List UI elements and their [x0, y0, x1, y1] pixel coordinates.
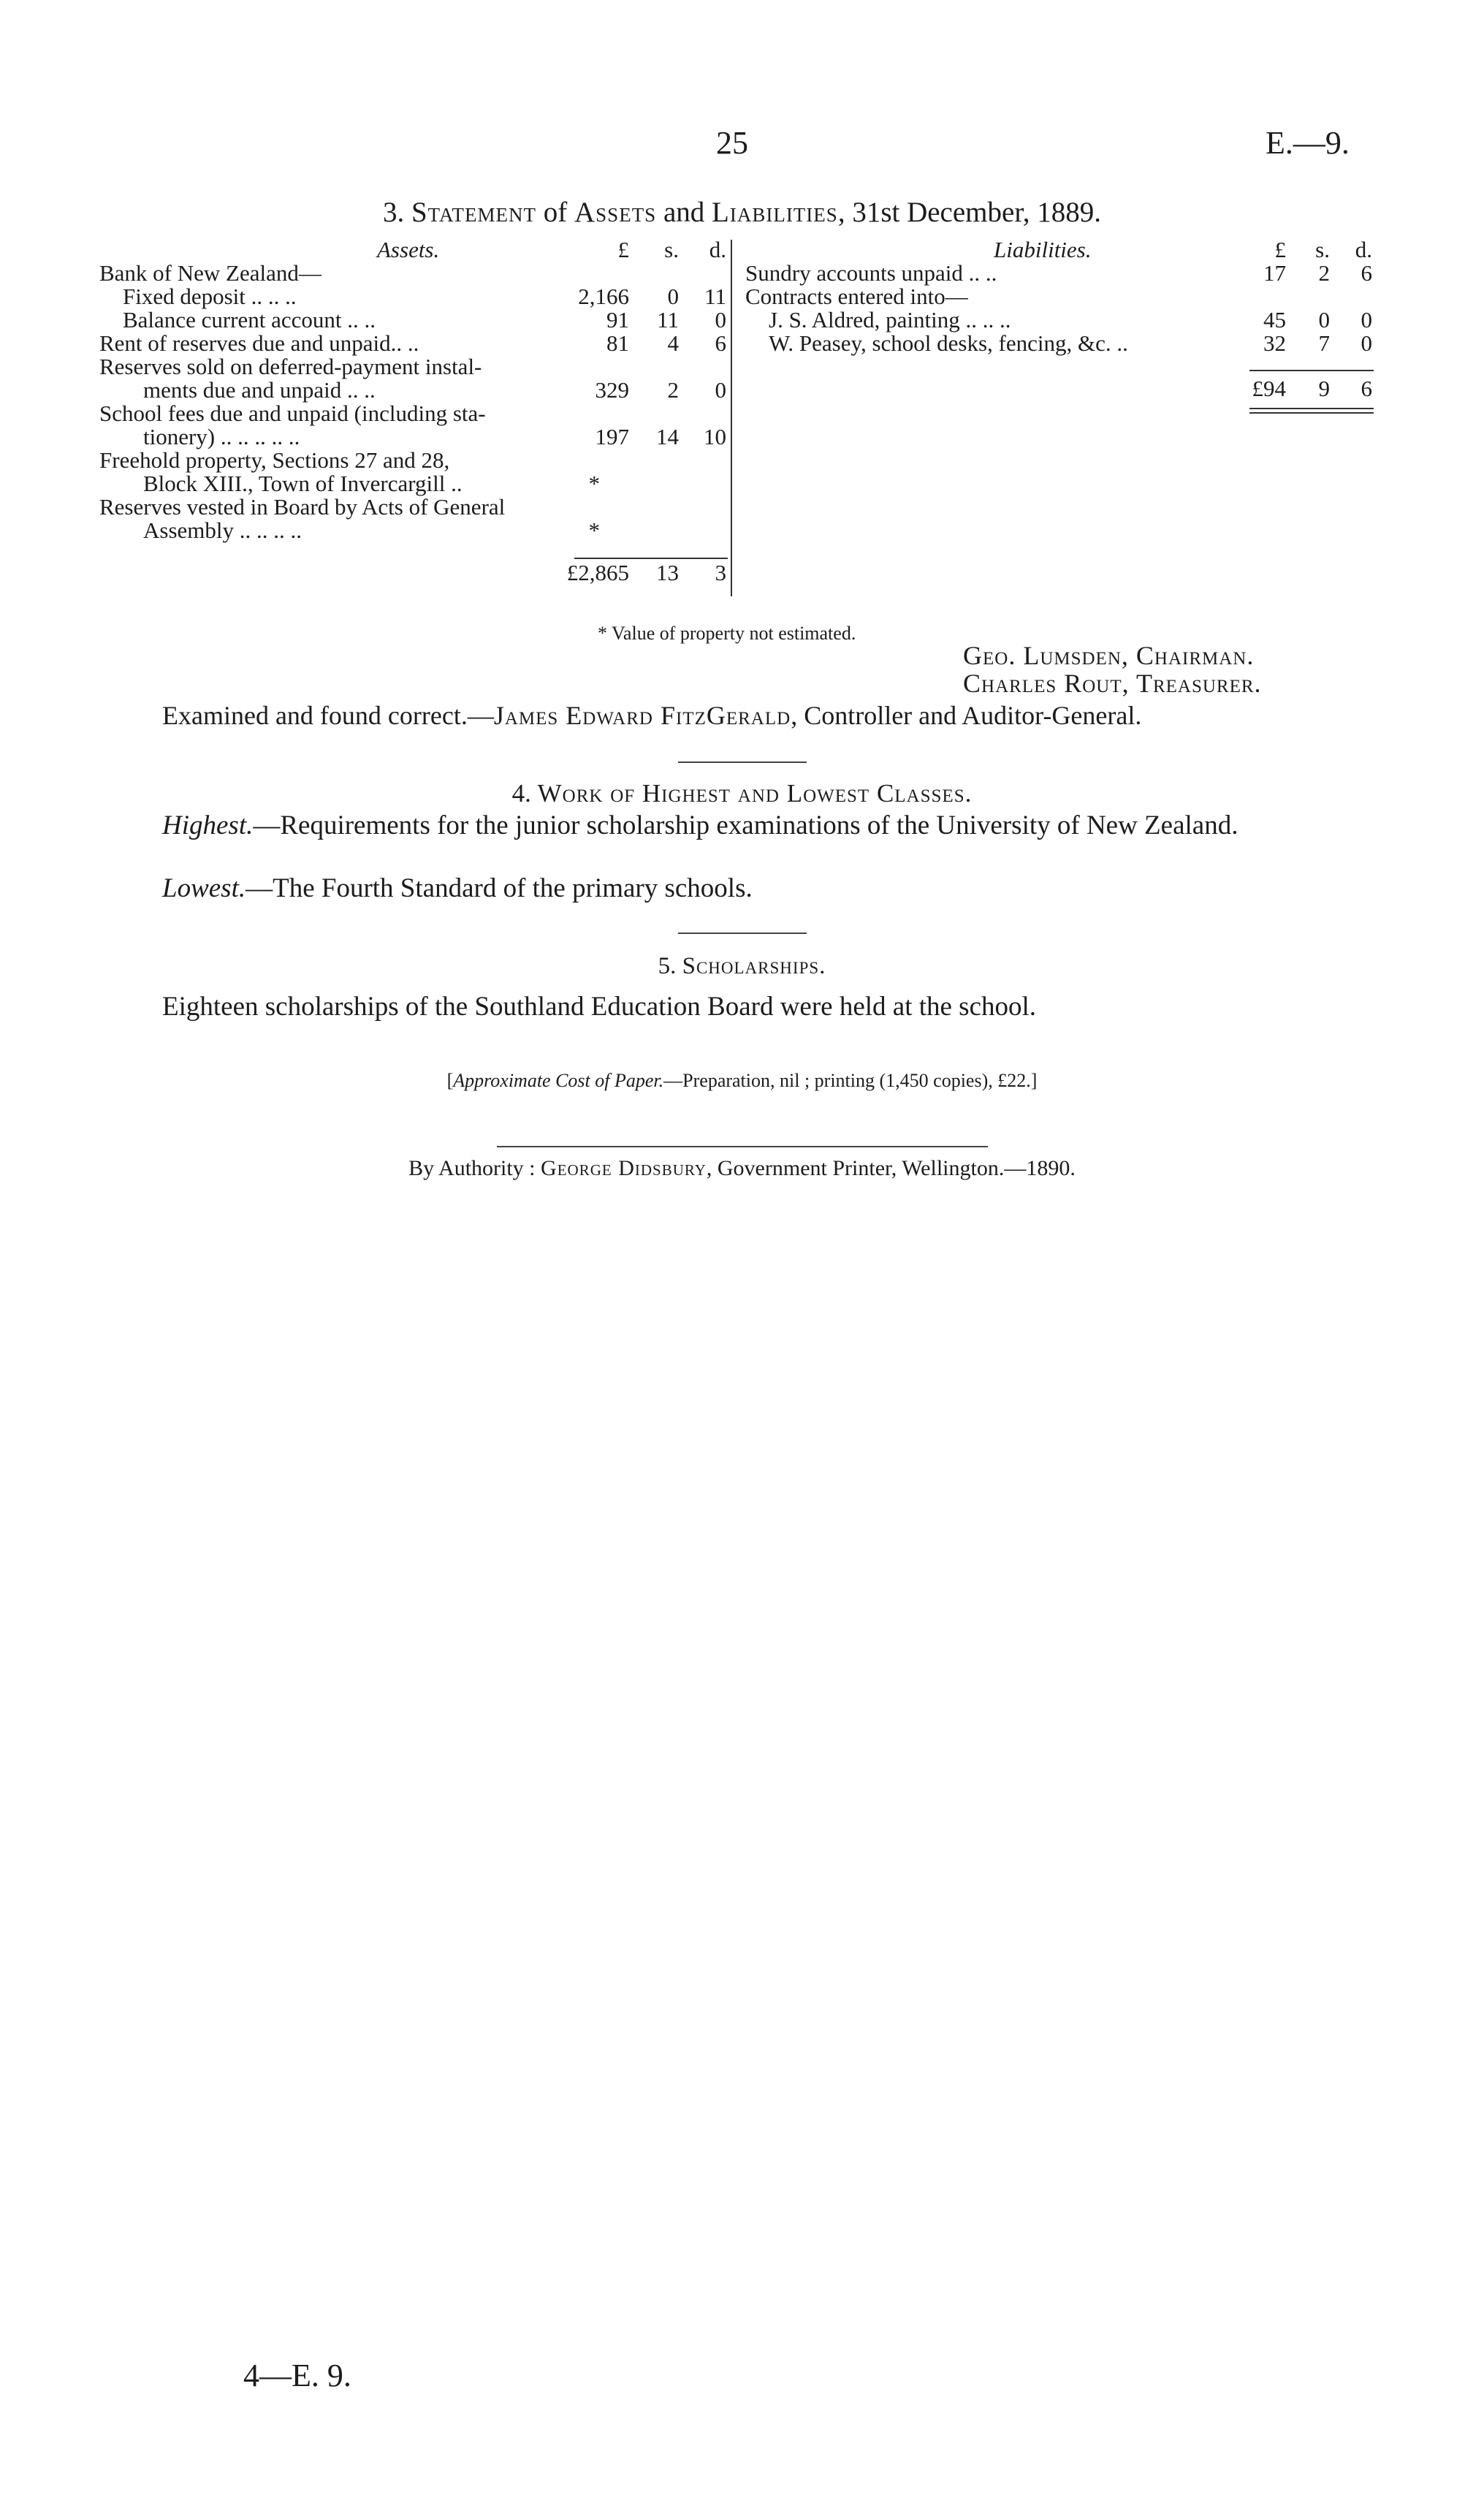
- printer-name: George Didsbury: [541, 1156, 707, 1180]
- liabilities-total-rule: [1249, 370, 1374, 371]
- liabilities-row-pounds: 45: [1263, 307, 1286, 333]
- statement-heading-word-assets: Assets: [574, 197, 657, 228]
- section-5-heading: [0, 953, 1484, 980]
- section-4-title: Work of Highest and Lowest Classes.: [537, 779, 973, 808]
- assets-total-pence: 3: [715, 560, 726, 585]
- assets-row-shillings: 0: [667, 284, 679, 309]
- liabilities-shillings-header: s.: [1315, 237, 1330, 262]
- audit-statement: [162, 700, 1141, 731]
- assets-row-label: Fixed deposit .. .. ..: [123, 284, 297, 309]
- assets-row-pence: 0: [715, 377, 726, 403]
- assets-table: [99, 237, 728, 585]
- assets-row: [99, 472, 728, 495]
- liabilities-total-pounds: £94: [1252, 376, 1286, 401]
- printer-divider: [497, 1146, 988, 1147]
- assets-row-label: Balance current account .. ..: [123, 307, 376, 333]
- cost-note-label: Approximate Cost of Paper.: [453, 1070, 664, 1091]
- assets-row-label: Rent of reserves due and unpaid.. ..: [99, 330, 419, 356]
- liabilities-row-pounds: 32: [1263, 330, 1286, 356]
- liabilities-header-row: [745, 238, 1374, 262]
- liabilities-total-row: [745, 377, 1374, 400]
- section-5-title: Scholarships.: [682, 953, 826, 979]
- liabilities-row-shillings: 0: [1318, 307, 1330, 333]
- assets-row-pounds: *: [588, 517, 600, 543]
- treasurer-signature: Charles Rout, Treasurer.: [963, 669, 1262, 698]
- highest-label: Highest.: [162, 810, 254, 840]
- assets-row: [99, 285, 728, 308]
- column-divider: [731, 240, 732, 596]
- assets-row: [99, 262, 728, 285]
- liabilities-pounds-header: £: [1274, 237, 1286, 262]
- assets-row-label: Block XIII., Town of Invercargill ..: [143, 471, 463, 496]
- section-4-heading: [0, 779, 1484, 808]
- audit-prefix: Examined and found correct.—: [162, 701, 494, 730]
- printer-suffix: , Government Printer, Wellington.—1890.: [706, 1156, 1076, 1180]
- liabilities-row-label: Contracts entered into—: [745, 284, 968, 309]
- section-4-number: 4.: [511, 779, 531, 808]
- liabilities-row: [745, 285, 1374, 308]
- assets-pence-header: d.: [709, 237, 726, 262]
- liabilities-row-pounds: 17: [1263, 260, 1286, 286]
- assets-row: [99, 379, 728, 402]
- section-divider: [678, 761, 807, 763]
- assets-row-label: Assembly .. .. .. ..: [143, 517, 302, 543]
- assets-row: [99, 519, 728, 542]
- scholarships-paragraph: Eighteen scholarships of the Southland Education Board were held at the school.: [162, 992, 1037, 1022]
- liabilities-row-label: J. S. Aldred, painting .. .. ..: [769, 307, 1011, 333]
- statement-heading-and: and: [663, 197, 705, 228]
- liabilities-row: [745, 262, 1374, 285]
- assets-row-label: tionery) .. .. .. .. ..: [143, 424, 300, 449]
- footnote: * Value of property not estimated.: [598, 623, 856, 644]
- statement-heading-word-liabilities: Liabilities: [712, 197, 838, 228]
- statement-heading-number: 3.: [382, 197, 405, 228]
- audit-suffix: , Controller and Auditor-General.: [791, 701, 1142, 730]
- liabilities-row-pence: 0: [1361, 330, 1372, 356]
- assets-row: [99, 425, 728, 449]
- liabilities-column-label: Liabilities.: [994, 237, 1092, 262]
- section-divider: [678, 933, 807, 934]
- assets-row-pounds: *: [588, 471, 600, 496]
- assets-row: [99, 495, 728, 519]
- report-reference: E.—9.: [1266, 125, 1350, 161]
- liabilities-row-shillings: 2: [1318, 260, 1330, 286]
- liabilities-table: [745, 238, 1374, 428]
- assets-pounds-header: £: [617, 237, 629, 262]
- assets-row-label: Freehold property, Sections 27 and 28,: [99, 447, 450, 473]
- liabilities-row-label: W. Peasey, school desks, fencing, &c. ..: [769, 330, 1128, 356]
- sheet-signature: 4—E. 9.: [243, 2358, 351, 2393]
- assets-row: [99, 308, 728, 332]
- assets-row-pence: 6: [715, 330, 726, 356]
- liabilities-row-pence: 6: [1361, 260, 1372, 286]
- assets-row-label: Reserves vested in Board by Acts of General: [99, 494, 506, 520]
- assets-row-shillings: 11: [657, 307, 679, 333]
- liabilities-total-pence: 6: [1361, 376, 1372, 401]
- liabilities-row-pence: 0: [1361, 307, 1372, 333]
- assets-total-shillings: 13: [656, 560, 679, 585]
- assets-row-shillings: 14: [656, 424, 679, 449]
- statement-heading-word-statement: Statement: [411, 197, 536, 228]
- assets-row: [99, 355, 728, 379]
- page-number: 25: [716, 125, 748, 161]
- liabilities-pence-header: d.: [1355, 237, 1372, 262]
- highest-text: —Requirements for the junior scholarship examinations of the University of New Zealand.: [253, 810, 1238, 840]
- assets-row-pounds: 329: [595, 377, 629, 403]
- assets-row-pence: 0: [715, 307, 726, 333]
- assets-shillings-header: s.: [664, 237, 679, 262]
- assets-row: [99, 402, 728, 425]
- liabilities-double-rule-bottom: [1249, 412, 1374, 414]
- assets-row-label: Bank of New Zealand—: [99, 260, 321, 286]
- assets-total-pounds: £2,865: [566, 560, 629, 585]
- assets-total-row: [99, 561, 728, 585]
- statement-heading-date: , 31st December, 1889.: [837, 197, 1101, 228]
- cost-of-paper-note: [0, 1070, 1484, 1092]
- printer-imprint: [0, 1156, 1484, 1181]
- statement-heading: [0, 196, 1484, 229]
- printer-prefix: By Authority :: [408, 1156, 541, 1180]
- assets-row-label: ments due and unpaid .. ..: [143, 377, 376, 403]
- assets-column-label: Assets.: [377, 237, 440, 262]
- liabilities-row-label: Sundry accounts unpaid .. ..: [745, 260, 997, 286]
- highest-class-paragraph: [99, 811, 1374, 840]
- assets-row-pounds: 197: [595, 424, 629, 449]
- assets-row-shillings: 2: [667, 377, 679, 403]
- auditor-name: James Edward FitzGerald: [493, 701, 791, 730]
- liabilities-row: [745, 308, 1374, 332]
- assets-total-rule: [574, 558, 728, 559]
- lowest-label: Lowest.: [162, 873, 246, 903]
- assets-row-pence: 10: [704, 424, 726, 449]
- assets-row-shillings: 4: [667, 330, 679, 356]
- cost-note-open-bracket: [: [446, 1070, 454, 1091]
- lowest-class-paragraph: [162, 873, 753, 904]
- cost-note-text: —Preparation, nil ; printing (1,450 copies), £22.]: [663, 1070, 1038, 1091]
- assets-row-pence: 11: [704, 284, 726, 309]
- assets-row-pounds: 91: [606, 307, 629, 333]
- chairman-signature: Geo. Lumsden, Chairman.: [963, 641, 1255, 670]
- assets-row-pounds: 2,166: [578, 284, 629, 309]
- assets-header-row: [99, 238, 728, 262]
- assets-row-label: Reserves sold on deferred-payment instal-: [99, 354, 482, 379]
- assets-row: [99, 332, 728, 355]
- section-5-number: 5.: [658, 953, 677, 979]
- liabilities-row-shillings: 7: [1318, 330, 1330, 356]
- statement-heading-of: of: [543, 197, 568, 228]
- liabilities-total-shillings: 9: [1318, 376, 1330, 401]
- liabilities-row: [745, 332, 1374, 355]
- lowest-text: —The Fourth Standard of the primary schools.: [246, 873, 753, 903]
- assets-row-pounds: 81: [606, 330, 629, 356]
- liabilities-double-rule-top: [1249, 408, 1374, 409]
- assets-row-label: School fees due and unpaid (including sta-: [99, 400, 486, 426]
- assets-row: [99, 449, 728, 472]
